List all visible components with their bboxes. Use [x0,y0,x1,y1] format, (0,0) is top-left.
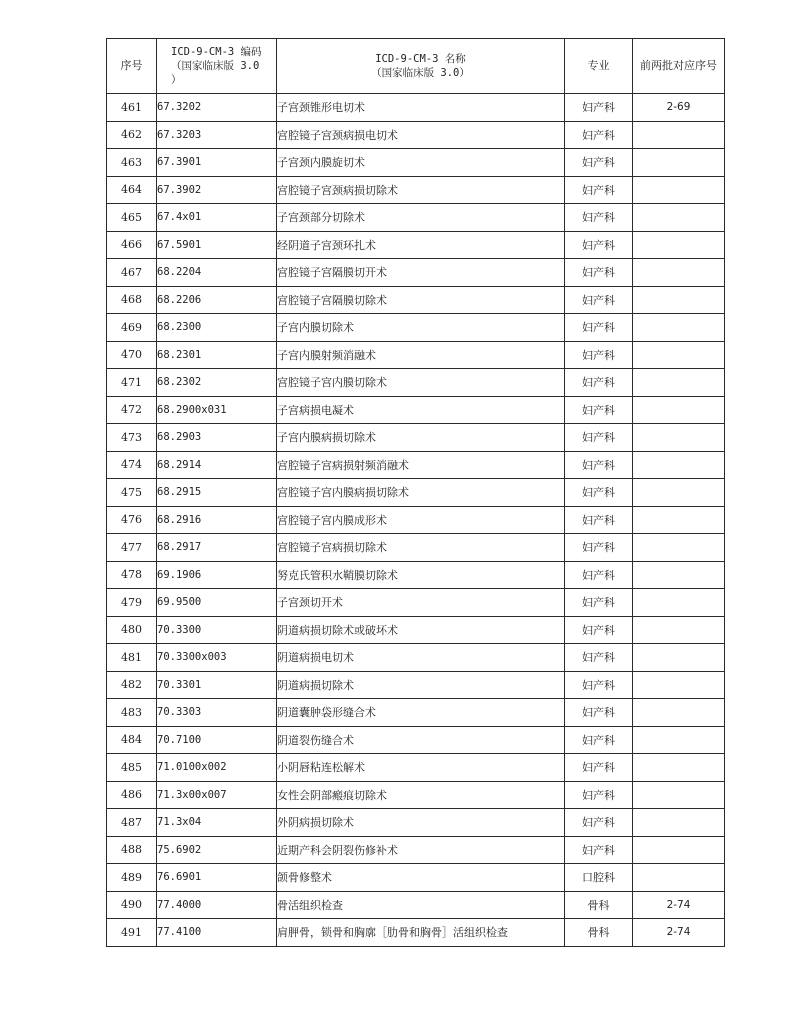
cell-name: 宫腔镜子宫病损射频消融术 [277,451,565,479]
table-row [107,754,725,782]
cell-no: 474 [107,451,157,479]
cell-no: 461 [107,94,157,122]
cell-code: 67.3902 [157,176,277,204]
cell-prev [633,781,725,809]
cell-specialty: 妇产科 [565,589,633,617]
cell-no: 482 [107,671,157,699]
cell-code: 71.3x04 [157,809,277,837]
cell-code: 71.0100x002 [157,754,277,782]
cell-specialty: 妇产科 [565,781,633,809]
cell-specialty: 妇产科 [565,94,633,122]
cell-code: 70.3301 [157,671,277,699]
cell-prev [633,561,725,589]
cell-name: 阴道裂伤缝合术 [277,726,565,754]
cell-no: 475 [107,479,157,507]
cell-name: 宫腔镜子宫内膜成形术 [277,506,565,534]
cell-specialty: 口腔科 [565,864,633,892]
cell-no: 478 [107,561,157,589]
cell-prev: 2-69 [633,94,725,122]
cell-code: 76.6901 [157,864,277,892]
table-row [107,836,725,864]
cell-no: 467 [107,259,157,287]
cell-code: 67.5901 [157,231,277,259]
cell-code: 68.2916 [157,506,277,534]
cell-code: 77.4100 [157,919,277,947]
procedure-table [106,38,725,947]
table-row [107,121,725,149]
table-row [107,726,725,754]
cell-prev [633,341,725,369]
cell-code: 67.4x01 [157,204,277,232]
cell-prev [633,616,725,644]
cell-prev [633,534,725,562]
cell-no: 479 [107,589,157,617]
cell-name: 宫腔镜子宫病损切除术 [277,534,565,562]
cell-no: 464 [107,176,157,204]
cell-name: 宫腔镜子宫内膜病损切除术 [277,479,565,507]
cell-code: 67.3202 [157,94,277,122]
cell-name: 肩胛骨，锁骨和胸廓［肋骨和胸骨］活组织检查 [277,919,565,947]
cell-name: 子宫颈内膜旋切术 [277,149,565,177]
cell-name: 子宫颈部分切除术 [277,204,565,232]
cell-specialty: 妇产科 [565,809,633,837]
table-row [107,176,725,204]
cell-name: 近期产科会阴裂伤修补术 [277,836,565,864]
cell-name: 子宫颈切开术 [277,589,565,617]
cell-no: 491 [107,919,157,947]
header-name-line2: （国家临床版 3.0） [371,67,470,79]
cell-no: 463 [107,149,157,177]
cell-specialty: 妇产科 [565,286,633,314]
cell-specialty: 妇产科 [565,149,633,177]
cell-no: 486 [107,781,157,809]
cell-no: 483 [107,699,157,727]
header-code-line3: ） [171,74,182,86]
cell-name: 外阴病损切除术 [277,809,565,837]
cell-no: 465 [107,204,157,232]
cell-code: 68.2300 [157,314,277,342]
cell-name: 宫腔镜子宫颈病损电切术 [277,121,565,149]
header-no: 序号 [107,39,157,94]
table-row [107,451,725,479]
table-row [107,369,725,397]
cell-name: 颌骨修整术 [277,864,565,892]
table-row [107,809,725,837]
cell-no: 490 [107,891,157,919]
cell-prev [633,424,725,452]
table-row [107,781,725,809]
table-row [107,341,725,369]
cell-specialty: 骨科 [565,891,633,919]
cell-no: 462 [107,121,157,149]
cell-prev [633,864,725,892]
table-body [107,94,725,947]
cell-no: 477 [107,534,157,562]
cell-name: 阴道囊肿袋形缝合术 [277,699,565,727]
table-row [107,699,725,727]
cell-prev [633,176,725,204]
header-specialty: 专业 [565,39,633,94]
cell-prev [633,204,725,232]
cell-code: 68.2302 [157,369,277,397]
cell-name: 子宫内膜射频消融术 [277,341,565,369]
cell-specialty: 妇产科 [565,671,633,699]
cell-code: 68.2914 [157,451,277,479]
table-row [107,671,725,699]
cell-specialty: 妇产科 [565,534,633,562]
cell-prev [633,451,725,479]
cell-no: 468 [107,286,157,314]
cell-prev [633,809,725,837]
cell-prev [633,231,725,259]
header-code-line2: （国家临床版 3.0 [171,60,260,72]
cell-prev [633,479,725,507]
cell-specialty: 妇产科 [565,644,633,672]
cell-prev [633,396,725,424]
cell-code: 70.3300x003 [157,644,277,672]
cell-specialty: 妇产科 [565,341,633,369]
cell-prev [633,506,725,534]
cell-name: 宫腔镜子宫隔膜切开术 [277,259,565,287]
table-row [107,424,725,452]
cell-name: 阴道病损切除术 [277,671,565,699]
cell-prev [633,149,725,177]
table-row [107,396,725,424]
cell-no: 489 [107,864,157,892]
cell-no: 466 [107,231,157,259]
cell-code: 68.2900x031 [157,396,277,424]
cell-name: 子宫颈锥形电切术 [277,94,565,122]
cell-name: 女性会阴部瘢痕切除术 [277,781,565,809]
cell-specialty: 妇产科 [565,231,633,259]
cell-code: 68.2301 [157,341,277,369]
table-row [107,259,725,287]
cell-no: 473 [107,424,157,452]
cell-prev [633,671,725,699]
cell-specialty: 妇产科 [565,726,633,754]
cell-name: 宫腔镜子宫隔膜切除术 [277,286,565,314]
cell-no: 469 [107,314,157,342]
cell-specialty: 妇产科 [565,176,633,204]
cell-no: 471 [107,369,157,397]
cell-prev [633,286,725,314]
cell-code: 77.4000 [157,891,277,919]
cell-name: 小阴唇粘连松解术 [277,754,565,782]
cell-code: 75.6902 [157,836,277,864]
table-row [107,616,725,644]
table-row [107,231,725,259]
cell-code: 68.2903 [157,424,277,452]
cell-prev [633,699,725,727]
cell-name: 子宫内膜病损切除术 [277,424,565,452]
cell-no: 470 [107,341,157,369]
cell-prev [633,589,725,617]
cell-code: 70.7100 [157,726,277,754]
cell-name: 宫腔镜子宫内膜切除术 [277,369,565,397]
cell-specialty: 妇产科 [565,314,633,342]
cell-name: 宫腔镜子宫颈病损切除术 [277,176,565,204]
cell-code: 69.1906 [157,561,277,589]
cell-prev [633,369,725,397]
header-name [277,39,565,94]
header-name-line1: ICD-9-CM-3 名称 [375,53,466,65]
cell-name: 阴道病损电切术 [277,644,565,672]
cell-code: 67.3203 [157,121,277,149]
cell-prev [633,121,725,149]
cell-prev: 2-74 [633,891,725,919]
cell-specialty: 妇产科 [565,479,633,507]
cell-specialty: 妇产科 [565,836,633,864]
cell-prev [633,259,725,287]
table-row [107,589,725,617]
table-row [107,864,725,892]
cell-no: 480 [107,616,157,644]
cell-prev [633,836,725,864]
cell-name: 骨活组织检查 [277,891,565,919]
cell-specialty: 妇产科 [565,451,633,479]
table-row [107,644,725,672]
table-row [107,149,725,177]
cell-specialty: 妇产科 [565,561,633,589]
cell-specialty: 妇产科 [565,121,633,149]
cell-name: 努克氏管积水鞘膜切除术 [277,561,565,589]
cell-no: 481 [107,644,157,672]
cell-prev [633,314,725,342]
table-row [107,314,725,342]
header-prev: 前两批对应序号 [633,39,725,94]
cell-no: 488 [107,836,157,864]
table-row [107,919,725,947]
cell-prev [633,644,725,672]
cell-name: 子宫病损电凝术 [277,396,565,424]
cell-no: 472 [107,396,157,424]
cell-code: 68.2204 [157,259,277,287]
cell-specialty: 妇产科 [565,506,633,534]
cell-prev [633,754,725,782]
cell-code: 70.3300 [157,616,277,644]
cell-specialty: 妇产科 [565,204,633,232]
cell-code: 68.2917 [157,534,277,562]
table-row [107,891,725,919]
cell-code: 67.3901 [157,149,277,177]
cell-specialty: 妇产科 [565,754,633,782]
cell-specialty: 妇产科 [565,616,633,644]
cell-code: 68.2206 [157,286,277,314]
cell-code: 68.2915 [157,479,277,507]
table-row [107,506,725,534]
header-code-line1: ICD-9-CM-3 编码 [171,46,262,58]
table-row [107,286,725,314]
cell-specialty: 妇产科 [565,424,633,452]
table-row [107,94,725,122]
cell-no: 485 [107,754,157,782]
header-code [157,39,277,94]
table-row [107,204,725,232]
table-row [107,479,725,507]
cell-specialty: 妇产科 [565,259,633,287]
cell-prev [633,726,725,754]
cell-code: 71.3x00x007 [157,781,277,809]
cell-name: 经阴道子宫颈环扎术 [277,231,565,259]
cell-name: 子宫内膜切除术 [277,314,565,342]
cell-specialty: 妇产科 [565,396,633,424]
cell-no: 487 [107,809,157,837]
cell-specialty: 骨科 [565,919,633,947]
cell-code: 70.3303 [157,699,277,727]
table-header-row [107,39,725,94]
cell-specialty: 妇产科 [565,699,633,727]
cell-specialty: 妇产科 [565,369,633,397]
cell-prev: 2-74 [633,919,725,947]
cell-no: 484 [107,726,157,754]
cell-code: 69.9500 [157,589,277,617]
table-row [107,534,725,562]
cell-name: 阴道病损切除术或破坏术 [277,616,565,644]
table-row [107,561,725,589]
cell-no: 476 [107,506,157,534]
